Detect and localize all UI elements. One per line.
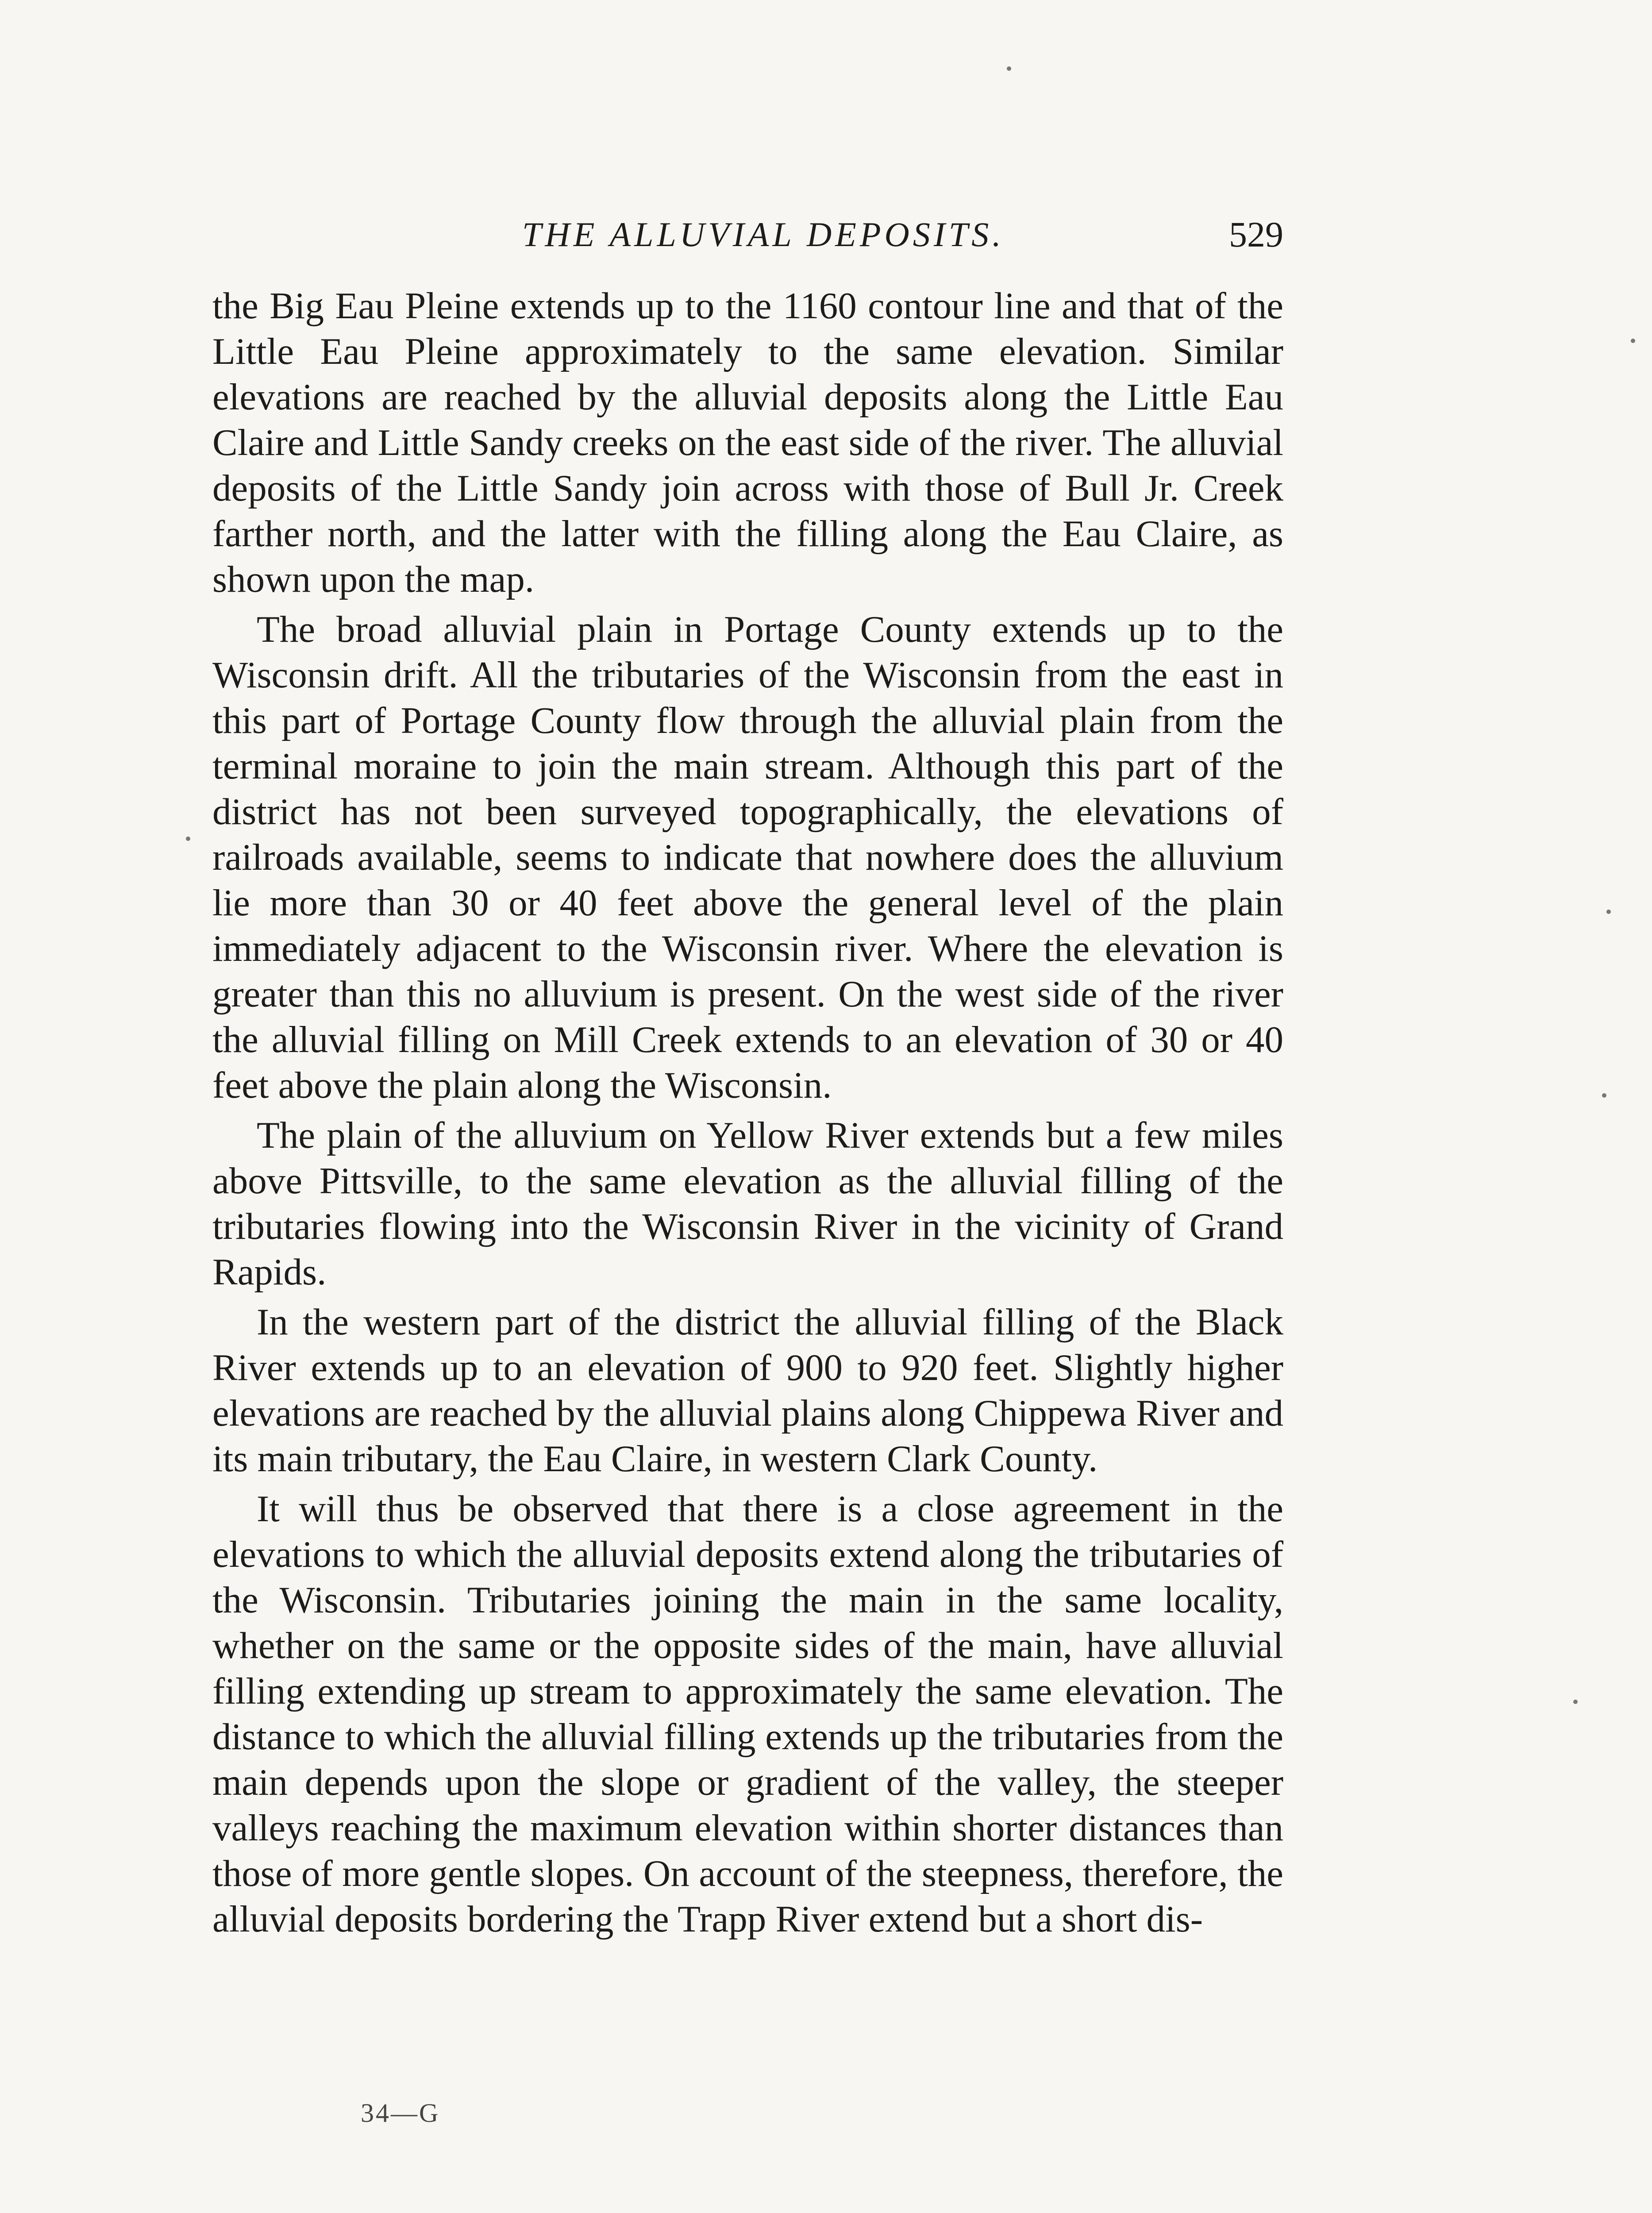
print-speck xyxy=(1631,339,1635,343)
print-speck xyxy=(186,837,190,841)
running-head xyxy=(212,208,1283,261)
print-speck xyxy=(1602,1093,1606,1098)
paragraph-1: the Big Eau Pleine extends up to the 1160 contour line and that of the Little Eau Pleine approximately to the same elevation. Similar elevations are reached by the alluvial deposits along the Little Eau Claire and Little Sandy creeks on the east side of the river. The alluvial deposits of the Little Sandy join across with those of Bull Jr. Creek farther north, and the latter with the filling along the Eau Claire, as shown upon the map. xyxy=(212,285,1283,600)
page-number: 529 xyxy=(1229,214,1283,254)
paragraph-5: It will thus be observed that there is a close agreement in the elevations to which the alluvial deposits extend along the tributaries of the Wisconsin. Tributaries joining the main in the same locality, whether on the same or the opposite sides of the main, have alluvial filling extending up stream to approximately the same elevation. The distance to which the alluvial filling extends up the tributaries from the main depends upon the slope or gradient of the valley, the steeper valleys reaching the maximum elevation within shorter distances than those of more gentle slopes. On account of the steepness, therefore, the alluvial deposits bordering the Trapp River extend but a short dis- xyxy=(212,1488,1283,1940)
running-title: THE ALLUVIAL DEPOSITS. xyxy=(522,215,1005,254)
body-text xyxy=(212,283,1283,1942)
print-speck xyxy=(1573,1700,1578,1704)
signature-mark: 34—G xyxy=(361,2098,440,2128)
print-speck xyxy=(1007,66,1011,71)
paragraph-3: The plain of the alluvium on Yellow River extends but a few miles above Pittsville, to the same elevation as the alluvial filling of the tributaries flowing into the Wisconsin River in the vicinity of Grand Rapids. xyxy=(212,1114,1283,1293)
paragraph-2: The broad alluvial plain in Portage County extends up to the Wisconsin drift. All the tributaries of the Wisconsin from the east in this part of Portage County flow through the alluvial plain from the terminal moraine to join the main stream. Although this part of the district has not been surveyed topographically, the elevations of railroads available, seems to indicate that nowhere does the alluvium lie more than 30 or 40 feet above the general level of the plain immediately adjacent to the Wisconsin river. Where the elevation is greater than this no alluvium is present. On the west side of the river the alluvial filling on Mill Creek extends to an elevation of 30 or 40 feet above the plain along the Wisconsin. xyxy=(212,609,1283,1106)
paragraph-4: In the western part of the district the alluvial filling of the Black River extends up to an elevation of 900 to 920 feet. Slightly higher elevations are reached by the alluvial plains along Chippewa River and its main tributary, the Eau Claire, in western Clark County. xyxy=(212,1301,1283,1480)
print-speck xyxy=(1606,910,1611,914)
